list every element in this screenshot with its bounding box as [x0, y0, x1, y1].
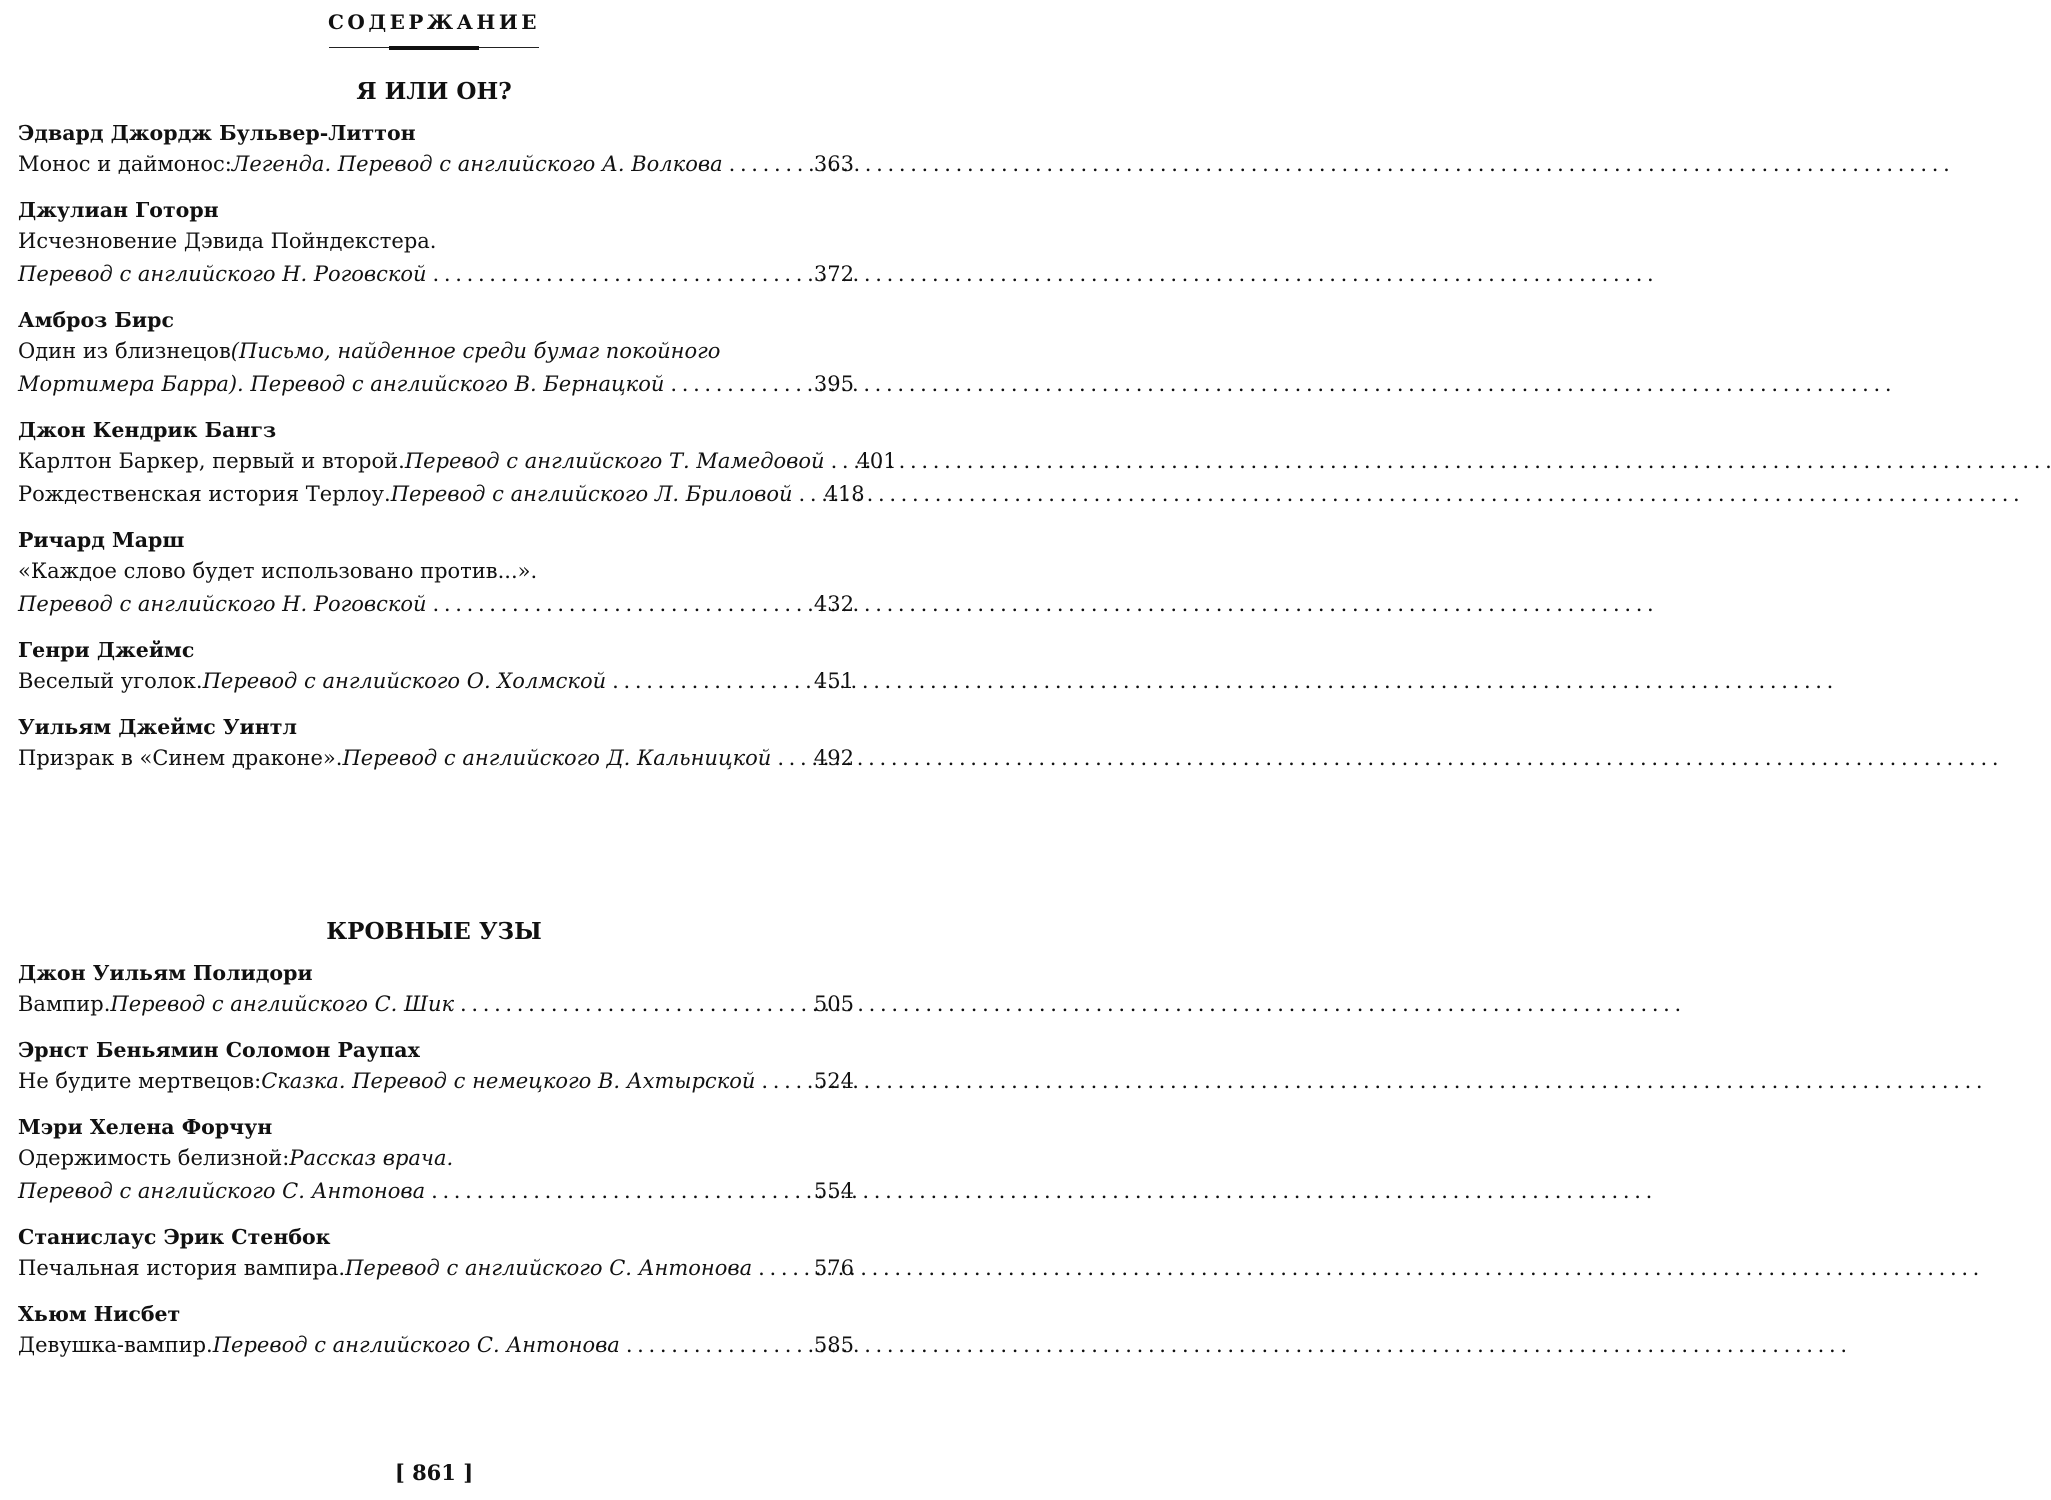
entry-title: Одержимость белизной: [18, 1146, 290, 1170]
dot-leader [433, 258, 808, 291]
entry-subtitle: Рассказ врача. [289, 1146, 454, 1170]
entry-translation: Перевод с английского С. Шик [110, 992, 455, 1016]
entry-line [0, 1065, 868, 1098]
author-name: Уильям Джеймс Уинтл [18, 715, 297, 739]
entry-translation: Мортимера Барра). Перевод с английского В. Бернацкой [18, 372, 665, 396]
author-name: Эдвард Джордж Бульвер-Литтон [18, 121, 416, 145]
author-name: Ричард Марш [18, 528, 185, 552]
author-name: Джон Кендрик Бангз [18, 418, 277, 442]
entry-translation: Перевод с английского Л. Бриловой [390, 482, 793, 506]
entry-subtitle: (Письмо, найденное среди бумаг покойного [230, 339, 721, 363]
entry-page: 524 [813, 1069, 854, 1093]
entry-translation: Перевод с английского Н. Роговской [18, 592, 427, 616]
contents-title: СОДЕРЖАНИЕ [328, 10, 540, 34]
entry-translation: Перевод с английского Н. Роговской [18, 262, 427, 286]
page-number: [ 861 ] [394, 1460, 474, 1485]
entry-translation: Перевод с английского Т. Мамедовой [404, 449, 825, 473]
dot-leader [758, 1252, 808, 1285]
author-name: Амброз Бирс [18, 308, 174, 332]
entry-title: Призрак в «Синем драконе». [18, 746, 343, 770]
entry-line [0, 478, 868, 511]
dot-leader [670, 368, 808, 401]
entry-title: Веселый уголок. [18, 669, 203, 693]
entry-translation: Перевод с английского С. Антонова [345, 1256, 753, 1280]
entry-page: 372 [813, 262, 854, 286]
entry-title-line [0, 225, 868, 258]
entry-title: Карлтон Баркер, первый и второй. [18, 449, 405, 473]
entry-page: 585 [813, 1333, 854, 1357]
entry-line [0, 742, 868, 775]
entry-page: 432 [813, 592, 854, 616]
entry-line [0, 445, 897, 478]
entry-translation: Сказка. Перевод с немецкого В. Ахтырской [261, 1069, 756, 1093]
dot-leader [799, 478, 819, 511]
entry-title: «Каждое слово будет использовано против...». [18, 559, 538, 583]
author-name: Генри Джеймс [18, 638, 195, 662]
entry-title: Вампир. [18, 992, 111, 1016]
entry-line [0, 1252, 868, 1285]
entry-line [0, 368, 868, 401]
header-rule [329, 46, 539, 48]
entry-page: 451 [813, 669, 854, 693]
entry-translation: Перевод с английского Д. Кальницкой [342, 746, 772, 770]
entry-title: Не будите мертвецов: [18, 1069, 262, 1093]
dot-leader [460, 988, 808, 1021]
entry-title: Печальная история вампира. [18, 1256, 346, 1280]
page-header [0, 10, 868, 48]
entry-title: Исчезновение Дэвида Пойндекстера. [18, 229, 437, 253]
section-title: Я ИЛИ ОН? [356, 78, 512, 105]
section-title: КРОВНЫЕ УЗЫ [326, 918, 542, 945]
dot-leader [612, 665, 808, 698]
entry-title-line [0, 555, 868, 588]
entry-title-line [0, 335, 868, 368]
entry-page: 418 [824, 482, 865, 506]
section-ya-ili-on [0, 72, 897, 775]
entry-translation: Перевод с английского С. Антонова [18, 1179, 426, 1203]
entry-page: 363 [813, 152, 854, 176]
entry-page: 554 [813, 1179, 854, 1203]
entry-translation: Легенда. Перевод с английского А. Волкова [231, 152, 723, 176]
entry-line [0, 1175, 868, 1208]
entry-translation: Перевод с английского О. Холмской [202, 669, 607, 693]
dot-leader [433, 588, 808, 621]
entry-line [0, 665, 868, 698]
author-name: Джулиан Готорн [18, 198, 219, 222]
entry-page: 505 [813, 992, 854, 1016]
author-name: Хьюм Нисбет [18, 1302, 181, 1326]
entry-title-line [0, 1142, 868, 1175]
entry-page: 492 [813, 746, 854, 770]
dot-leader [729, 148, 808, 181]
entry-line [0, 148, 868, 181]
entry-title: Монос и даймонос: [18, 152, 232, 176]
dot-leader [626, 1329, 808, 1362]
entry-translation: Перевод с английского С. Антонова [212, 1333, 620, 1357]
dot-leader [431, 1175, 808, 1208]
author-name: Джон Уильям Полидори [18, 961, 313, 985]
entry-title: Рождественская история Терлоу. [18, 482, 391, 506]
author-name: Станислаус Эрик Стенбок [18, 1225, 331, 1249]
author-name: Эрнст Беньямин Соломон Раупах [18, 1038, 420, 1062]
author-name: Мэри Хелена Форчун [18, 1115, 273, 1139]
entry-title: Девушка-вампир. [18, 1333, 213, 1357]
entry-line [0, 588, 868, 621]
entry-line [0, 258, 868, 291]
entry-line [0, 988, 868, 1021]
entry-title: Один из близнецов [18, 339, 231, 363]
dot-leader [777, 742, 808, 775]
dot-leader [831, 445, 851, 478]
entry-line [0, 1329, 868, 1362]
section-krovnye-uzy [0, 912, 868, 1362]
dot-leader [761, 1065, 808, 1098]
entry-page: 576 [813, 1256, 854, 1280]
entry-page: 401 [856, 449, 897, 473]
entry-page: 395 [813, 372, 854, 396]
